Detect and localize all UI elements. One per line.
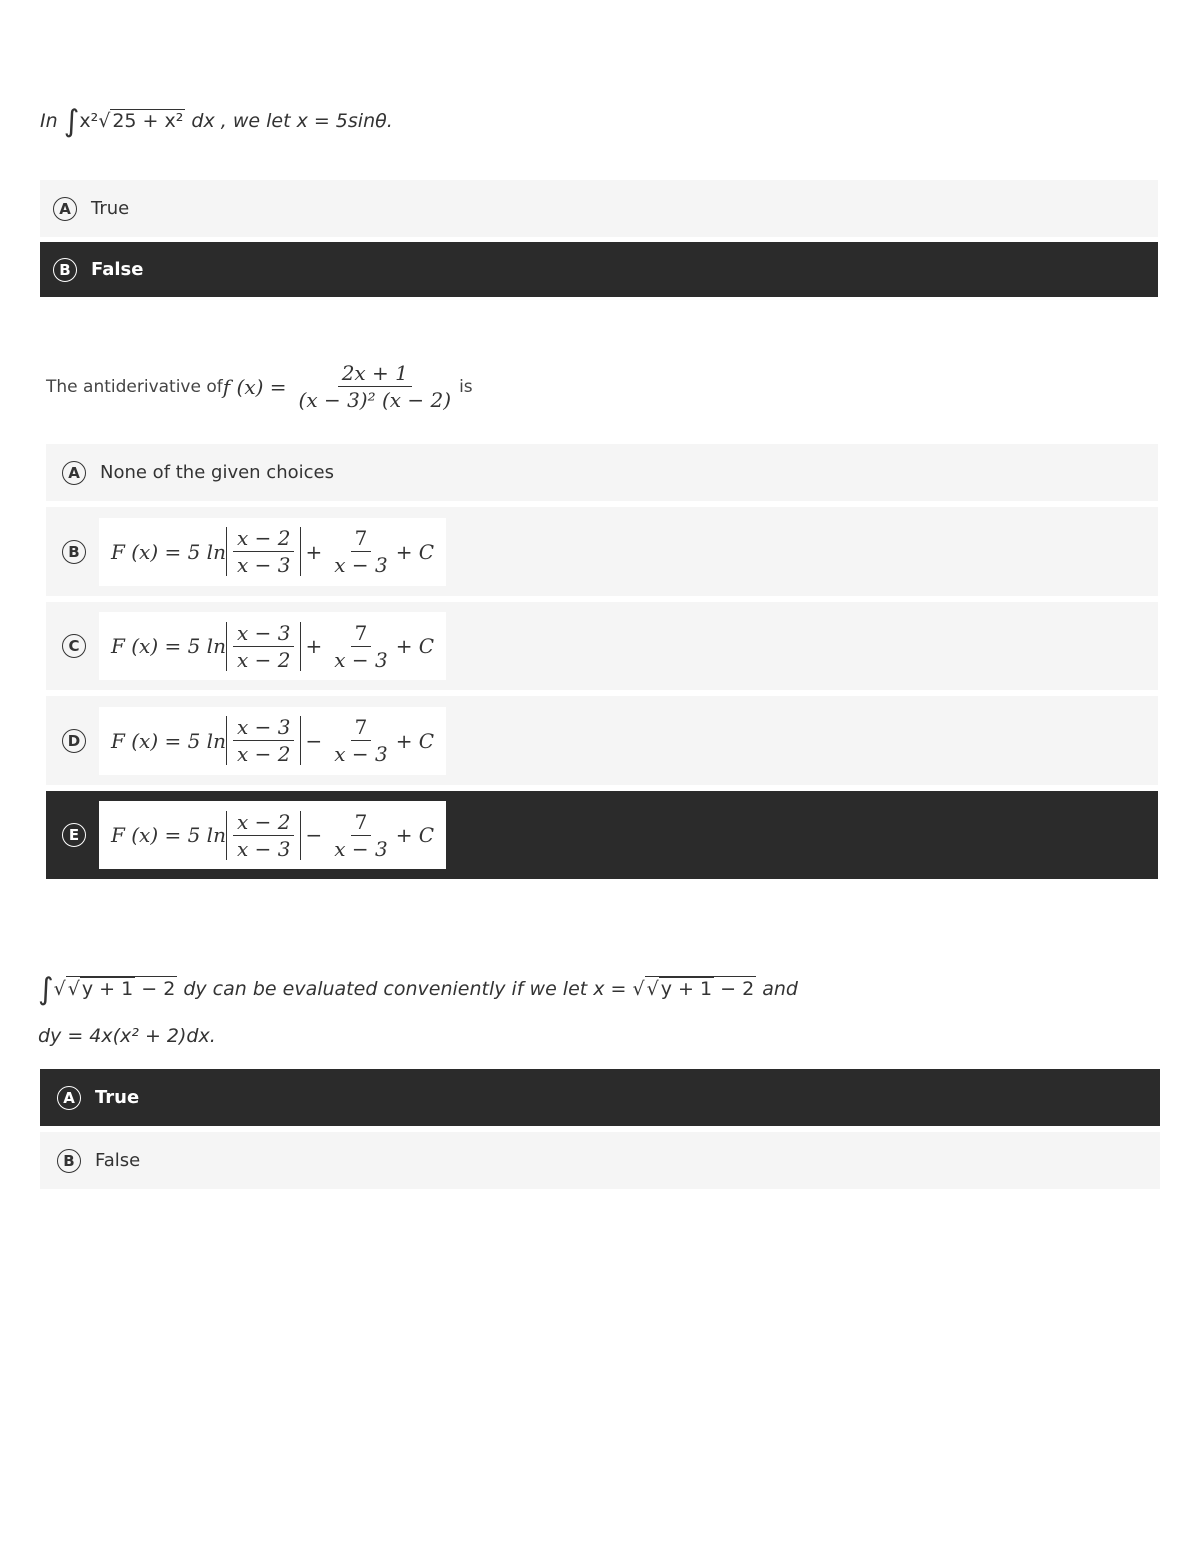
q1-prompt-prefix: In: [40, 110, 64, 132]
option-letter-badge: C: [62, 634, 86, 658]
q2-option-e-equation: [99, 801, 446, 869]
q1-integrand-x: x²: [79, 110, 99, 132]
q1-option-b-selected[interactable]: [40, 242, 1158, 297]
q3-inner-radicand-2: y + 1: [660, 978, 713, 1000]
fraction-denominator: x − 3: [334, 836, 388, 861]
q2-option-a-label: None of the given choices: [100, 462, 334, 483]
fraction-denominator: x − 3: [334, 553, 388, 577]
q3-option-b-label: False: [95, 1150, 141, 1171]
q1-prompt: [40, 104, 393, 139]
fraction-numerator: 7: [351, 811, 372, 836]
equation-lhs: F (x) = 5 ln: [111, 634, 226, 658]
q3-outer-radical-2: √: [632, 978, 645, 1000]
equation-lhs: F (x) = 5 ln: [111, 539, 226, 564]
q2-option-e-selected[interactable]: [46, 791, 1158, 879]
q2-denominator: (x − 3)² (x − 2): [298, 388, 452, 412]
equation-lhs: F (x) = 5 ln: [111, 728, 226, 753]
q3-minus-two-2: − 2: [714, 978, 755, 1000]
q2-prompt-prefix: The antiderivative of: [46, 376, 223, 397]
q3-prompt-line2: dy = 4x(x² + 2)dx.: [38, 1025, 216, 1047]
equation-operator: −: [305, 823, 323, 847]
q2-prompt: [46, 362, 473, 411]
equation-lhs: F (x) = 5 ln: [111, 823, 226, 847]
abs-denominator: x − 2: [236, 647, 291, 672]
q3-inner-radical: √: [67, 978, 80, 1000]
equation-tail: + C: [395, 539, 435, 564]
q2-option-b[interactable]: [46, 507, 1158, 596]
option-letter-badge: B: [57, 1149, 81, 1173]
option-letter-badge: A: [62, 461, 86, 485]
option-letter-badge: B: [62, 540, 86, 564]
option-letter-badge: D: [62, 729, 86, 753]
fraction-numerator: 7: [351, 716, 372, 741]
q3-minus-two: − 2: [135, 978, 176, 1000]
option-letter-badge: A: [53, 197, 77, 221]
q3-prompt-middle: dy can be evaluated conveniently if we let: [177, 978, 594, 1000]
abs-denominator: x − 3: [236, 553, 291, 577]
q2-fx: f (x) =: [222, 374, 287, 399]
q1-option-a[interactable]: [40, 180, 1158, 237]
q3-option-b[interactable]: [40, 1132, 1160, 1189]
option-letter-badge: A: [57, 1086, 81, 1110]
equation-operator: +: [305, 634, 323, 658]
abs-numerator: x − 2: [233, 527, 294, 552]
q2-option-c-equation: [99, 612, 446, 680]
q2-option-d[interactable]: [46, 696, 1158, 785]
option-letter-badge: B: [53, 258, 77, 282]
q2-option-c[interactable]: [46, 602, 1158, 690]
q3-option-a-label: True: [95, 1087, 140, 1108]
q3-x-eq: x =: [593, 978, 633, 1000]
q2-numerator: 2x + 1: [338, 362, 412, 387]
equation-operator: −: [305, 728, 323, 753]
q1-radical-sign: √: [98, 110, 111, 132]
abs-denominator: x − 2: [236, 742, 291, 766]
q3-outer-radical: √: [53, 978, 66, 1000]
abs-denominator: x − 3: [236, 836, 291, 861]
q3-inner-radical-2: √: [646, 978, 659, 1000]
q1-prompt-suffix: we let x = 5sinθ.: [226, 110, 393, 132]
equation-tail: + C: [395, 728, 435, 753]
q1-option-b-label: False: [91, 259, 144, 280]
q2-option-b-equation: [99, 518, 446, 586]
fraction-numerator: 7: [351, 622, 372, 647]
q1-option-a-label: True: [91, 198, 130, 219]
fraction-numerator: 7: [351, 527, 372, 552]
equation-tail: + C: [395, 823, 435, 847]
q1-dx: dx ,: [185, 110, 227, 132]
fraction-denominator: x − 3: [334, 742, 388, 766]
equation-operator: +: [305, 539, 323, 564]
abs-numerator: x − 3: [233, 716, 294, 741]
q3-integral-sign: ∫: [38, 972, 54, 1007]
q2-option-d-equation: [99, 707, 446, 775]
fraction-denominator: x − 3: [334, 647, 388, 672]
abs-numerator: x − 3: [233, 622, 294, 647]
q1-integral-sign: ∫: [63, 104, 80, 139]
q3-inner-radicand: y + 1: [81, 978, 134, 1000]
q3-prompt-line1: [38, 972, 798, 1007]
option-letter-badge: E: [62, 823, 86, 847]
q2-option-a[interactable]: [46, 444, 1158, 501]
equation-tail: + C: [395, 634, 435, 658]
abs-numerator: x − 2: [233, 811, 294, 836]
q3-and: and: [756, 978, 798, 1000]
q2-prompt-suffix: is: [459, 376, 473, 397]
q1-radicand: 25 + x²: [112, 110, 184, 132]
q3-option-a-selected[interactable]: [40, 1069, 1160, 1126]
